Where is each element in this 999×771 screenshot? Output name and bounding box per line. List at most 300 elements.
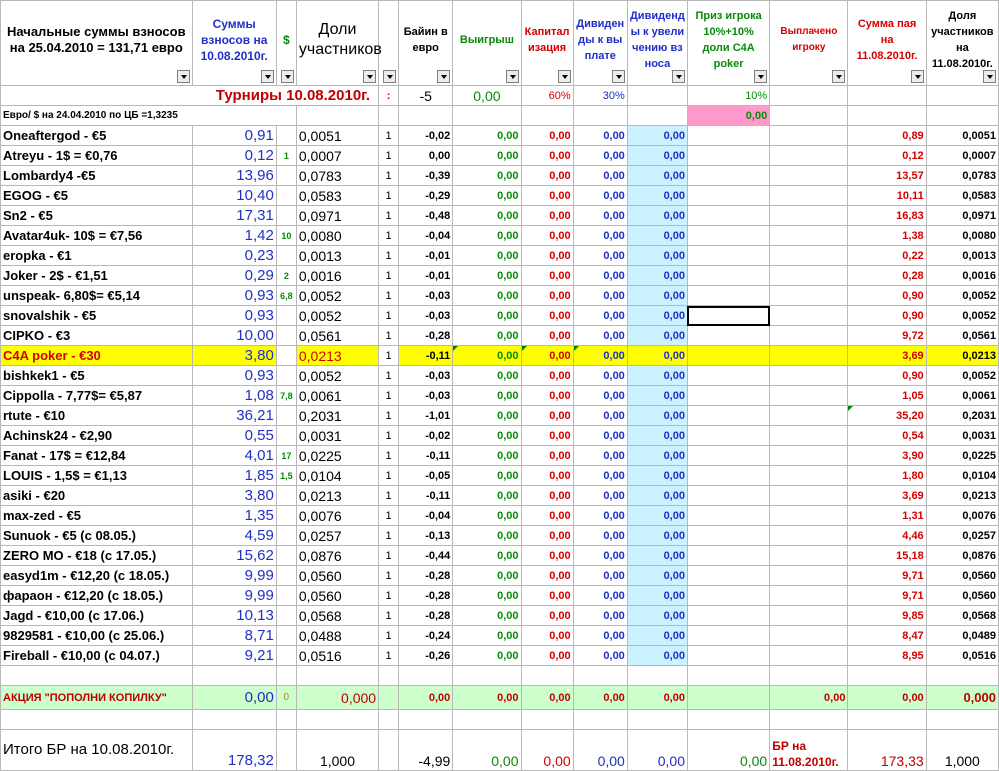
member-share[interactable]: 0,0488 — [296, 626, 378, 646]
member-k[interactable]: 1 — [379, 126, 399, 146]
member-pai[interactable]: 35,20 — [848, 406, 926, 426]
member-div2[interactable]: 0,00 — [627, 506, 687, 526]
cell[interactable] — [573, 710, 627, 730]
member-div[interactable]: 0,00 — [573, 606, 627, 626]
member-cap[interactable]: 0,00 — [521, 226, 573, 246]
member-sum[interactable]: 1,08 — [192, 386, 276, 406]
member-div[interactable]: 0,00 — [573, 146, 627, 166]
member-k[interactable]: 1 — [379, 586, 399, 606]
member-k[interactable]: 1 — [379, 446, 399, 466]
member-k[interactable]: 1 — [379, 646, 399, 666]
member-sum[interactable]: 9,99 — [192, 586, 276, 606]
member-paid[interactable] — [770, 166, 848, 186]
member-sum[interactable]: 0,55 — [192, 426, 276, 446]
member-cap[interactable]: 0,00 — [521, 426, 573, 446]
member-new-share[interactable]: 0,0013 — [926, 246, 998, 266]
member-name[interactable]: max-zed - €5 — [1, 506, 193, 526]
member-paid[interactable] — [770, 326, 848, 346]
filter-dropdown-icon[interactable] — [281, 70, 294, 83]
member-prize[interactable] — [687, 546, 769, 566]
member-name[interactable]: Sunuok - €5 (с 08.05.) — [1, 526, 193, 546]
member-share[interactable]: 0,0031 — [296, 426, 378, 446]
member-div[interactable]: 0,00 — [573, 566, 627, 586]
member-pai[interactable]: 15,18 — [848, 546, 926, 566]
member-win[interactable]: 0,00 — [453, 486, 521, 506]
member-buyin[interactable]: -0,01 — [399, 266, 453, 286]
member-share[interactable]: 0,0013 — [296, 246, 378, 266]
member-new-share[interactable]: 0,0561 — [926, 326, 998, 346]
member-div[interactable]: 0,00 — [573, 326, 627, 346]
member-sum[interactable]: 1,42 — [192, 226, 276, 246]
member-prize[interactable] — [687, 286, 769, 306]
member-cap[interactable]: 0,00 — [521, 466, 573, 486]
member-pai[interactable]: 10,11 — [848, 186, 926, 206]
member-new-share[interactable]: 0,0007 — [926, 146, 998, 166]
member-new-share[interactable]: 0,0052 — [926, 366, 998, 386]
member-name[interactable]: Joker - 2$ - €1,51 — [1, 266, 193, 286]
akcia-new-share[interactable]: 0,000 — [926, 686, 998, 710]
member-pai[interactable]: 9,71 — [848, 566, 926, 586]
member-usd[interactable]: 2 — [276, 266, 296, 286]
member-win[interactable]: 0,00 — [453, 626, 521, 646]
cell[interactable] — [453, 710, 521, 730]
member-div[interactable]: 0,00 — [573, 226, 627, 246]
member-name[interactable]: Atreyu - 1$ = €0,76 — [1, 146, 193, 166]
member-share[interactable]: 0,0516 — [296, 646, 378, 666]
member-prize[interactable] — [687, 206, 769, 226]
member-cap[interactable]: 0,00 — [521, 286, 573, 306]
member-cap[interactable]: 0,00 — [521, 586, 573, 606]
member-div2[interactable]: 0,00 — [627, 386, 687, 406]
member-k[interactable]: 1 — [379, 246, 399, 266]
member-prize[interactable] — [687, 226, 769, 246]
member-paid[interactable] — [770, 526, 848, 546]
filter-dropdown-icon[interactable] — [558, 70, 571, 83]
cell[interactable] — [399, 666, 453, 686]
member-new-share[interactable]: 0,0783 — [926, 166, 998, 186]
member-div[interactable]: 0,00 — [573, 546, 627, 566]
member-k[interactable]: 1 — [379, 526, 399, 546]
cell[interactable] — [573, 106, 627, 126]
member-buyin[interactable]: -0,02 — [399, 126, 453, 146]
member-buyin[interactable]: -0,03 — [399, 366, 453, 386]
member-k[interactable]: 1 — [379, 406, 399, 426]
member-div2[interactable]: 0,00 — [627, 306, 687, 326]
akcia-div[interactable]: 0,00 — [573, 686, 627, 710]
tournament-buyin[interactable]: -5 — [399, 86, 453, 106]
member-paid[interactable] — [770, 386, 848, 406]
member-pai[interactable]: 4,46 — [848, 526, 926, 546]
cell[interactable] — [1, 666, 193, 686]
member-name[interactable]: 9829581 - €10,00 (с 25.06.) — [1, 626, 193, 646]
member-buyin[interactable]: -0,48 — [399, 206, 453, 226]
cell[interactable] — [296, 666, 378, 686]
member-paid[interactable] — [770, 466, 848, 486]
member-pai[interactable]: 0,89 — [848, 126, 926, 146]
member-div[interactable]: 0,00 — [573, 646, 627, 666]
member-name[interactable]: Jagd - €10,00 (с 17.06.) — [1, 606, 193, 626]
member-pai[interactable]: 8,95 — [848, 646, 926, 666]
filter-dropdown-icon[interactable] — [911, 70, 924, 83]
member-cap[interactable]: 0,00 — [521, 406, 573, 426]
akcia-sum[interactable]: 0,00 — [192, 686, 276, 710]
member-new-share[interactable]: 0,0516 — [926, 646, 998, 666]
member-buyin[interactable]: -0,11 — [399, 446, 453, 466]
member-div2[interactable]: 0,00 — [627, 126, 687, 146]
member-k[interactable]: 1 — [379, 626, 399, 646]
member-sum[interactable]: 0,12 — [192, 146, 276, 166]
member-k[interactable]: 1 — [379, 166, 399, 186]
member-div2[interactable]: 0,00 — [627, 486, 687, 506]
member-win[interactable]: 0,00 — [453, 186, 521, 206]
member-usd[interactable] — [276, 346, 296, 366]
member-pai[interactable]: 0,54 — [848, 426, 926, 446]
member-div[interactable]: 0,00 — [573, 306, 627, 326]
akcia-usd[interactable]: 0 — [276, 686, 296, 710]
member-buyin[interactable]: -0,44 — [399, 546, 453, 566]
member-prize[interactable] — [687, 186, 769, 206]
member-k[interactable]: 1 — [379, 466, 399, 486]
cell[interactable] — [453, 666, 521, 686]
cell[interactable] — [848, 666, 926, 686]
cell[interactable] — [296, 710, 378, 730]
member-share[interactable]: 0,0213 — [296, 486, 378, 506]
member-paid[interactable] — [770, 406, 848, 426]
member-name[interactable]: rtute - €10 — [1, 406, 193, 426]
cell[interactable] — [276, 666, 296, 686]
member-name[interactable]: easyd1m - €12,20 (с 18.05.) — [1, 566, 193, 586]
member-usd[interactable] — [276, 306, 296, 326]
member-new-share[interactable]: 0,0583 — [926, 186, 998, 206]
member-usd[interactable] — [276, 206, 296, 226]
member-prize[interactable] — [687, 446, 769, 466]
member-cap[interactable]: 0,00 — [521, 506, 573, 526]
member-usd[interactable] — [276, 366, 296, 386]
member-cap[interactable]: 0,00 — [521, 126, 573, 146]
member-win[interactable]: 0,00 — [453, 366, 521, 386]
cell[interactable] — [379, 730, 399, 771]
member-new-share[interactable]: 0,0104 — [926, 466, 998, 486]
member-prize[interactable] — [687, 326, 769, 346]
member-prize[interactable] — [687, 466, 769, 486]
member-div2[interactable]: 0,00 — [627, 566, 687, 586]
member-share[interactable]: 0,0560 — [296, 566, 378, 586]
total-div2[interactable]: 0,00 — [627, 730, 687, 771]
filter-dropdown-icon[interactable] — [363, 70, 376, 83]
cell[interactable] — [687, 686, 769, 710]
member-pai[interactable]: 9,72 — [848, 326, 926, 346]
cell[interactable] — [926, 106, 998, 126]
member-cap[interactable]: 0,00 — [521, 486, 573, 506]
cell[interactable] — [627, 666, 687, 686]
member-pai[interactable]: 1,38 — [848, 226, 926, 246]
member-cap[interactable]: 0,00 — [521, 326, 573, 346]
member-cap[interactable]: 0,00 — [521, 546, 573, 566]
member-sum[interactable]: 0,91 — [192, 126, 276, 146]
member-sum[interactable]: 10,40 — [192, 186, 276, 206]
member-div[interactable]: 0,00 — [573, 626, 627, 646]
member-name[interactable]: Oneaftergod - €5 — [1, 126, 193, 146]
member-new-share[interactable]: 0,0568 — [926, 606, 998, 626]
member-name[interactable]: unspeak- 6,80$= €5,14 — [1, 286, 193, 306]
cell[interactable] — [770, 710, 848, 730]
total-win[interactable]: 0,00 — [453, 730, 521, 771]
member-share[interactable]: 0,0052 — [296, 306, 378, 326]
member-paid[interactable] — [770, 486, 848, 506]
member-name[interactable]: eropka - €1 — [1, 246, 193, 266]
akcia-cap[interactable]: 0,00 — [521, 686, 573, 710]
member-share[interactable]: 0,2031 — [296, 406, 378, 426]
member-win[interactable]: 0,00 — [453, 266, 521, 286]
member-name[interactable]: Sn2 - €5 — [1, 206, 193, 226]
member-win[interactable]: 0,00 — [453, 146, 521, 166]
member-k[interactable]: 1 — [379, 326, 399, 346]
member-sum[interactable]: 0,29 — [192, 266, 276, 286]
member-paid[interactable] — [770, 626, 848, 646]
member-sum[interactable]: 17,31 — [192, 206, 276, 226]
member-prize[interactable] — [687, 426, 769, 446]
member-buyin[interactable]: -0,39 — [399, 166, 453, 186]
member-new-share[interactable]: 0,0971 — [926, 206, 998, 226]
member-paid[interactable] — [770, 266, 848, 286]
member-win[interactable]: 0,00 — [453, 306, 521, 326]
member-div2[interactable]: 0,00 — [627, 526, 687, 546]
cell[interactable] — [687, 710, 769, 730]
cell[interactable] — [192, 710, 276, 730]
member-new-share[interactable]: 0,0213 — [926, 346, 998, 366]
member-share[interactable]: 0,0971 — [296, 206, 378, 226]
member-prize[interactable] — [687, 626, 769, 646]
total-pai[interactable]: 173,33 — [848, 730, 926, 771]
member-sum[interactable]: 0,93 — [192, 306, 276, 326]
member-share[interactable]: 0,0561 — [296, 326, 378, 346]
member-share[interactable]: 0,0052 — [296, 286, 378, 306]
member-win[interactable]: 0,00 — [453, 406, 521, 426]
member-new-share[interactable]: 0,0225 — [926, 446, 998, 466]
member-div[interactable]: 0,00 — [573, 346, 627, 366]
member-paid[interactable] — [770, 186, 848, 206]
member-new-share[interactable]: 0,0052 — [926, 306, 998, 326]
tournament-cap[interactable]: 60% — [521, 86, 573, 106]
filter-dropdown-icon[interactable] — [612, 70, 625, 83]
member-share[interactable]: 0,0104 — [296, 466, 378, 486]
member-div2[interactable]: 0,00 — [627, 426, 687, 446]
member-win[interactable]: 0,00 — [453, 206, 521, 226]
member-cap[interactable]: 0,00 — [521, 386, 573, 406]
member-sum[interactable]: 3,80 — [192, 346, 276, 366]
member-prize[interactable] — [687, 386, 769, 406]
member-win[interactable]: 0,00 — [453, 566, 521, 586]
member-usd[interactable]: 7,8 — [276, 386, 296, 406]
member-win[interactable]: 0,00 — [453, 126, 521, 146]
member-sum[interactable]: 3,80 — [192, 486, 276, 506]
member-pai[interactable]: 0,28 — [848, 266, 926, 286]
member-div2[interactable]: 0,00 — [627, 626, 687, 646]
member-div[interactable]: 0,00 — [573, 286, 627, 306]
member-prize[interactable] — [687, 306, 769, 326]
member-paid[interactable] — [770, 246, 848, 266]
member-share[interactable]: 0,0052 — [296, 366, 378, 386]
akcia-pai[interactable]: 0,00 — [848, 686, 926, 710]
member-share[interactable]: 0,0213 — [296, 346, 378, 366]
member-win[interactable]: 0,00 — [453, 546, 521, 566]
member-div[interactable]: 0,00 — [573, 126, 627, 146]
member-sum[interactable]: 9,99 — [192, 566, 276, 586]
cell[interactable] — [399, 710, 453, 730]
member-new-share[interactable]: 0,0213 — [926, 486, 998, 506]
member-new-share[interactable]: 0,0052 — [926, 286, 998, 306]
member-div2[interactable]: 0,00 — [627, 266, 687, 286]
member-buyin[interactable]: -0,28 — [399, 326, 453, 346]
member-win[interactable]: 0,00 — [453, 586, 521, 606]
member-buyin[interactable]: -0,11 — [399, 346, 453, 366]
member-div2[interactable]: 0,00 — [627, 406, 687, 426]
member-usd[interactable] — [276, 486, 296, 506]
member-sum[interactable]: 1,35 — [192, 506, 276, 526]
member-prize[interactable] — [687, 566, 769, 586]
tournament-label[interactable]: Турниры 10.08.2010г. — [1, 86, 379, 106]
member-sum[interactable]: 0,93 — [192, 286, 276, 306]
tournament-colon[interactable]: : — [379, 86, 399, 106]
member-k[interactable]: 1 — [379, 186, 399, 206]
member-usd[interactable] — [276, 586, 296, 606]
member-share[interactable]: 0,0568 — [296, 606, 378, 626]
member-sum[interactable]: 4,59 — [192, 526, 276, 546]
member-name[interactable]: Fireball - €10,00 (с 04.07.) — [1, 646, 193, 666]
member-paid[interactable] — [770, 606, 848, 626]
cell[interactable] — [573, 666, 627, 686]
cell[interactable] — [379, 666, 399, 686]
member-div2[interactable]: 0,00 — [627, 186, 687, 206]
member-cap[interactable]: 0,00 — [521, 246, 573, 266]
member-prize[interactable] — [687, 266, 769, 286]
member-prize[interactable] — [687, 246, 769, 266]
cell[interactable] — [192, 666, 276, 686]
member-div[interactable]: 0,00 — [573, 386, 627, 406]
member-sum[interactable]: 36,21 — [192, 406, 276, 426]
member-paid[interactable] — [770, 646, 848, 666]
member-usd[interactable] — [276, 606, 296, 626]
cell[interactable] — [521, 106, 573, 126]
member-pai[interactable]: 8,47 — [848, 626, 926, 646]
member-pai[interactable]: 3,90 — [848, 446, 926, 466]
member-pai[interactable]: 1,05 — [848, 386, 926, 406]
member-buyin[interactable]: -1,01 — [399, 406, 453, 426]
member-new-share[interactable]: 0,0257 — [926, 526, 998, 546]
member-win[interactable]: 0,00 — [453, 426, 521, 446]
member-prize[interactable] — [687, 606, 769, 626]
member-div[interactable]: 0,00 — [573, 466, 627, 486]
tournament-div[interactable]: 30% — [573, 86, 627, 106]
member-share[interactable]: 0,0876 — [296, 546, 378, 566]
member-k[interactable]: 1 — [379, 366, 399, 386]
member-div2[interactable]: 0,00 — [627, 446, 687, 466]
filter-dropdown-icon[interactable] — [754, 70, 767, 83]
akcia-label[interactable]: АКЦИЯ "ПОПОЛНИ КОПИЛКУ" — [1, 686, 193, 710]
member-sum[interactable]: 13,96 — [192, 166, 276, 186]
member-name[interactable]: Cippolla - 7,77$= €5,87 — [1, 386, 193, 406]
member-share[interactable]: 0,0225 — [296, 446, 378, 466]
member-name[interactable]: Avatar4uk- 10$ = €7,56 — [1, 226, 193, 246]
member-name[interactable]: C4A poker - €30 — [1, 346, 193, 366]
filter-dropdown-icon[interactable] — [383, 70, 396, 83]
member-cap[interactable]: 0,00 — [521, 646, 573, 666]
member-usd[interactable] — [276, 626, 296, 646]
member-share[interactable]: 0,0080 — [296, 226, 378, 246]
member-cap[interactable]: 0,00 — [521, 366, 573, 386]
cell[interactable] — [770, 106, 848, 126]
member-name[interactable]: asiki - €20 — [1, 486, 193, 506]
member-new-share[interactable]: 0,0031 — [926, 426, 998, 446]
member-name[interactable]: Lombardy4 -€5 — [1, 166, 193, 186]
member-usd[interactable]: 6,8 — [276, 286, 296, 306]
member-buyin[interactable]: -0,03 — [399, 286, 453, 306]
cell[interactable] — [296, 106, 378, 126]
cell[interactable] — [379, 106, 399, 126]
member-div[interactable]: 0,00 — [573, 586, 627, 606]
cell[interactable] — [1, 710, 193, 730]
member-paid[interactable] — [770, 566, 848, 586]
member-pai[interactable]: 16,83 — [848, 206, 926, 226]
total-label[interactable]: Итого БР на 10.08.2010г. — [1, 730, 193, 771]
member-usd[interactable] — [276, 166, 296, 186]
member-new-share[interactable]: 0,0560 — [926, 566, 998, 586]
cell[interactable] — [276, 710, 296, 730]
member-win[interactable]: 0,00 — [453, 286, 521, 306]
member-pai[interactable]: 13,57 — [848, 166, 926, 186]
member-win[interactable]: 0,00 — [453, 246, 521, 266]
member-sum[interactable]: 9,21 — [192, 646, 276, 666]
member-prize[interactable] — [687, 646, 769, 666]
cell[interactable] — [521, 666, 573, 686]
member-new-share[interactable]: 0,0076 — [926, 506, 998, 526]
member-prize[interactable] — [687, 166, 769, 186]
member-cap[interactable]: 0,00 — [521, 206, 573, 226]
member-share[interactable]: 0,0783 — [296, 166, 378, 186]
member-buyin[interactable]: -0,29 — [399, 186, 453, 206]
member-usd[interactable] — [276, 406, 296, 426]
cell[interactable] — [627, 710, 687, 730]
member-usd[interactable]: 1,5 — [276, 466, 296, 486]
member-new-share[interactable]: 0,0560 — [926, 586, 998, 606]
member-new-share[interactable]: 0,0061 — [926, 386, 998, 406]
member-usd[interactable] — [276, 326, 296, 346]
akcia-share[interactable]: 0,000 — [296, 686, 378, 710]
member-paid[interactable] — [770, 506, 848, 526]
member-k[interactable]: 1 — [379, 386, 399, 406]
member-usd[interactable] — [276, 546, 296, 566]
member-div2[interactable]: 0,00 — [627, 206, 687, 226]
member-new-share[interactable]: 0,2031 — [926, 406, 998, 426]
member-k[interactable]: 1 — [379, 426, 399, 446]
member-new-share[interactable]: 0,0080 — [926, 226, 998, 246]
member-share[interactable]: 0,0007 — [296, 146, 378, 166]
member-k[interactable]: 1 — [379, 146, 399, 166]
total-share[interactable]: 1,000 — [296, 730, 378, 771]
member-share[interactable]: 0,0061 — [296, 386, 378, 406]
member-pai[interactable]: 9,71 — [848, 586, 926, 606]
member-sum[interactable]: 4,01 — [192, 446, 276, 466]
member-buyin[interactable]: -0,01 — [399, 246, 453, 266]
member-k[interactable]: 1 — [379, 206, 399, 226]
member-cap[interactable]: 0,00 — [521, 306, 573, 326]
member-name[interactable]: bishkek1 - €5 — [1, 366, 193, 386]
filter-dropdown-icon[interactable] — [437, 70, 450, 83]
member-paid[interactable] — [770, 226, 848, 246]
cell[interactable] — [687, 666, 769, 686]
member-buyin[interactable]: -0,04 — [399, 506, 453, 526]
member-k[interactable]: 1 — [379, 566, 399, 586]
